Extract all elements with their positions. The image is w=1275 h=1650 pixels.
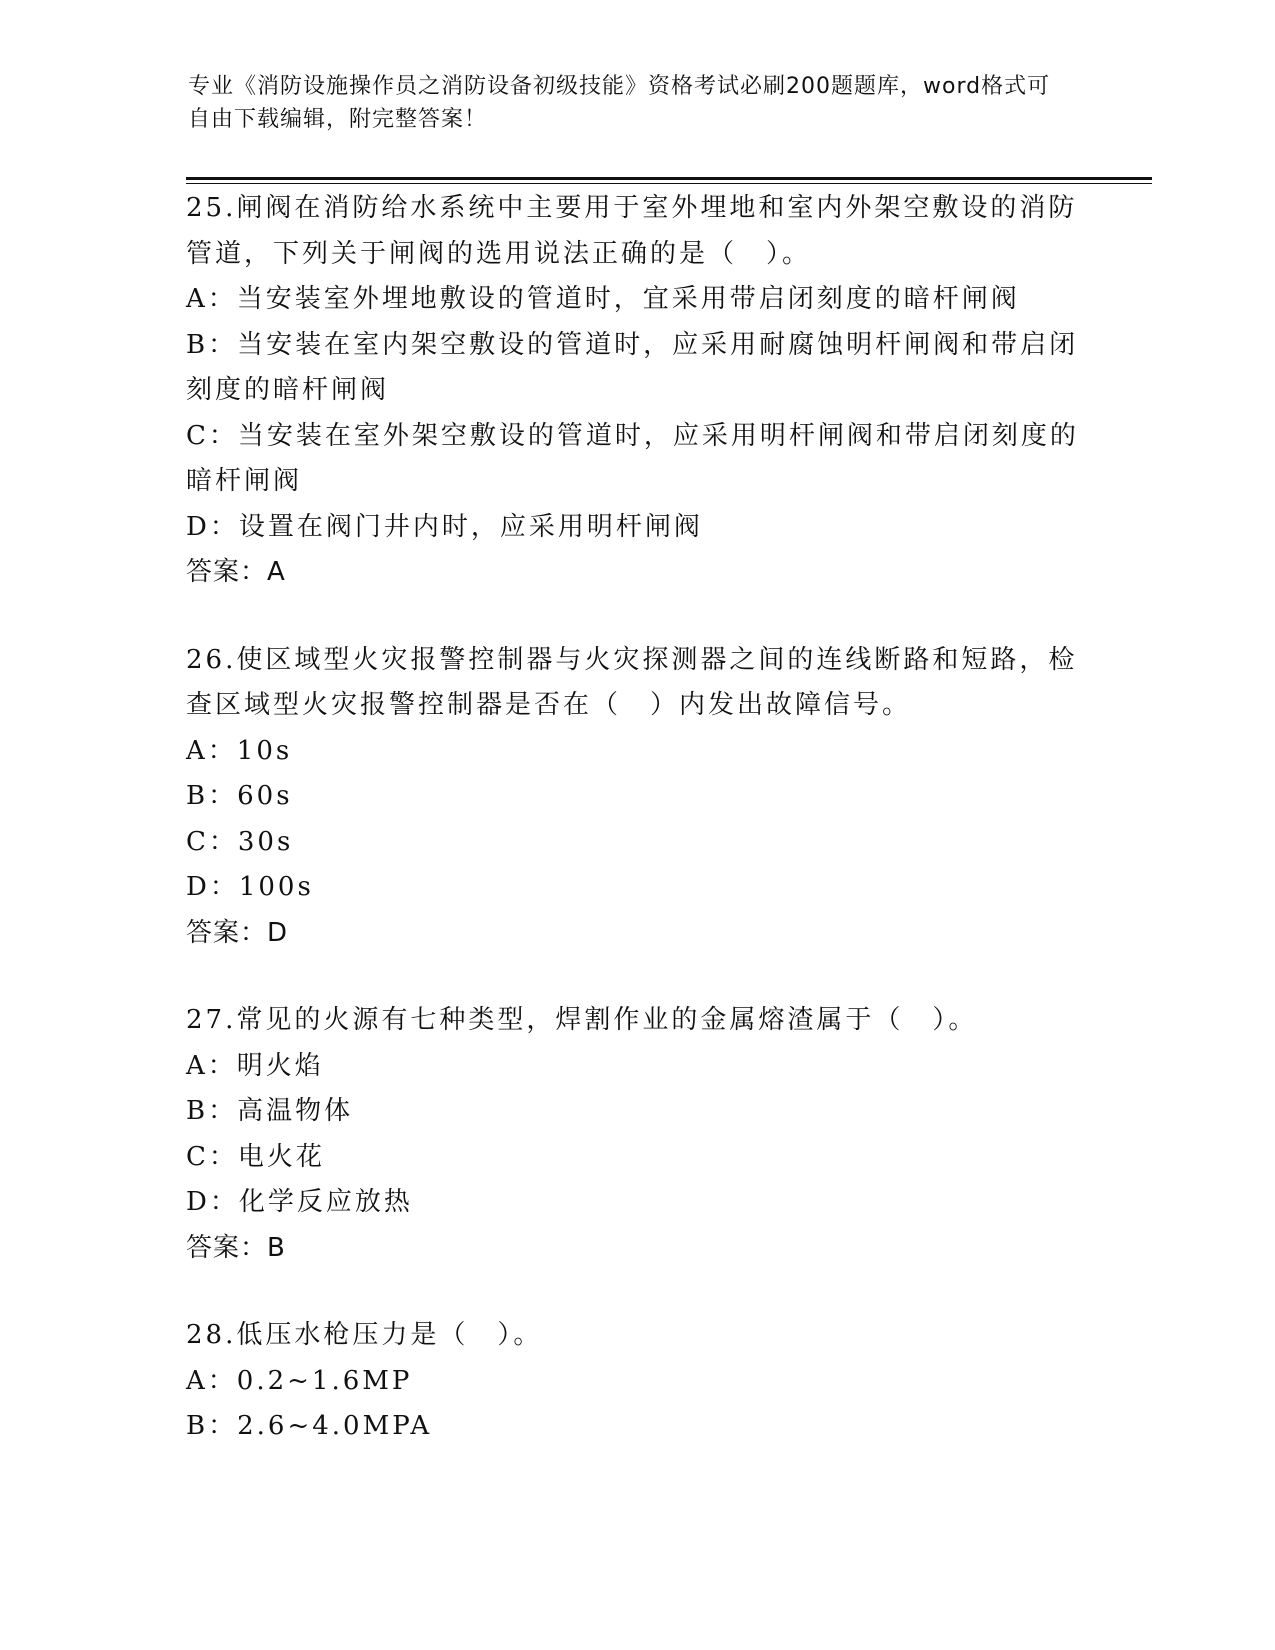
question-stem-line: 28.低压水枪压力是（ ）。 [186, 1320, 543, 1350]
option-line: C：当安装在室外架空敷设的管道时，应采用明杆闸阀和带启闭刻度的 [186, 420, 1079, 451]
document-header: 专业《消防设施操作员之消防设备初级技能》资格考试必刷200题题库，word格式可自由下载编辑，附完整答案！ [188, 74, 1051, 132]
answer-line: 答案：B [186, 1232, 286, 1263]
option-line: B：高温物体 [186, 1096, 354, 1126]
option-line: D：化学反应放热 [186, 1187, 413, 1217]
question-stem-line: 25.闸阀在消防给水系统中主要用于室外埋地和室内外架空敷设的消防 [186, 193, 1078, 223]
question-28 [186, 1313, 1086, 1450]
option-line: D：100s [186, 872, 314, 902]
question-27 [186, 998, 1086, 1271]
answer-line: 答案：D [186, 917, 289, 948]
option-line: 暗杆闸阀 [186, 466, 303, 496]
option-line: B：2.6~4.0MPA [186, 1411, 433, 1441]
answer-line: 答案：A [186, 557, 286, 587]
question-26 [186, 638, 1086, 957]
option-line: A：0.2~1.6MP [186, 1365, 413, 1396]
option-line: C：电火花 [186, 1141, 325, 1172]
option-line: B：60s [186, 781, 293, 811]
question-25 [186, 186, 1086, 596]
option-line: B：当安装在室内架空敷设的管道时，应采用耐腐蚀明杆闸阀和带启闭 [186, 329, 1079, 360]
question-stem-line: 查区域型火灾报警控制器是否在（ ）内发出故障信号。 [186, 690, 912, 720]
header-divider-thin [186, 183, 1152, 184]
question-list [186, 186, 1086, 1492]
option-line: A：10s [186, 735, 293, 766]
option-line: C：30s [186, 826, 294, 857]
question-stem-line: 管道，下列关于闸阀的选用说法正确的是（ ）。 [186, 238, 812, 269]
option-line: A：当安装室外埋地敷设的管道时，宜采用带启闭刻度的暗杆闸阀 [186, 284, 1020, 314]
option-line: 刻度的暗杆闸阀 [186, 375, 390, 405]
question-stem-line: 27.常见的火源有七种类型，焊割作业的金属熔渣属于（ ）。 [186, 1005, 978, 1035]
option-line: D：设置在阀门井内时，应采用明杆闸阀 [186, 511, 703, 542]
option-line: A：明火焰 [186, 1050, 324, 1081]
header-divider-thick [186, 177, 1152, 180]
question-stem-line: 26.使区域型火灾报警控制器与火灾探测器之间的连线断路和短路，检 [186, 644, 1078, 675]
